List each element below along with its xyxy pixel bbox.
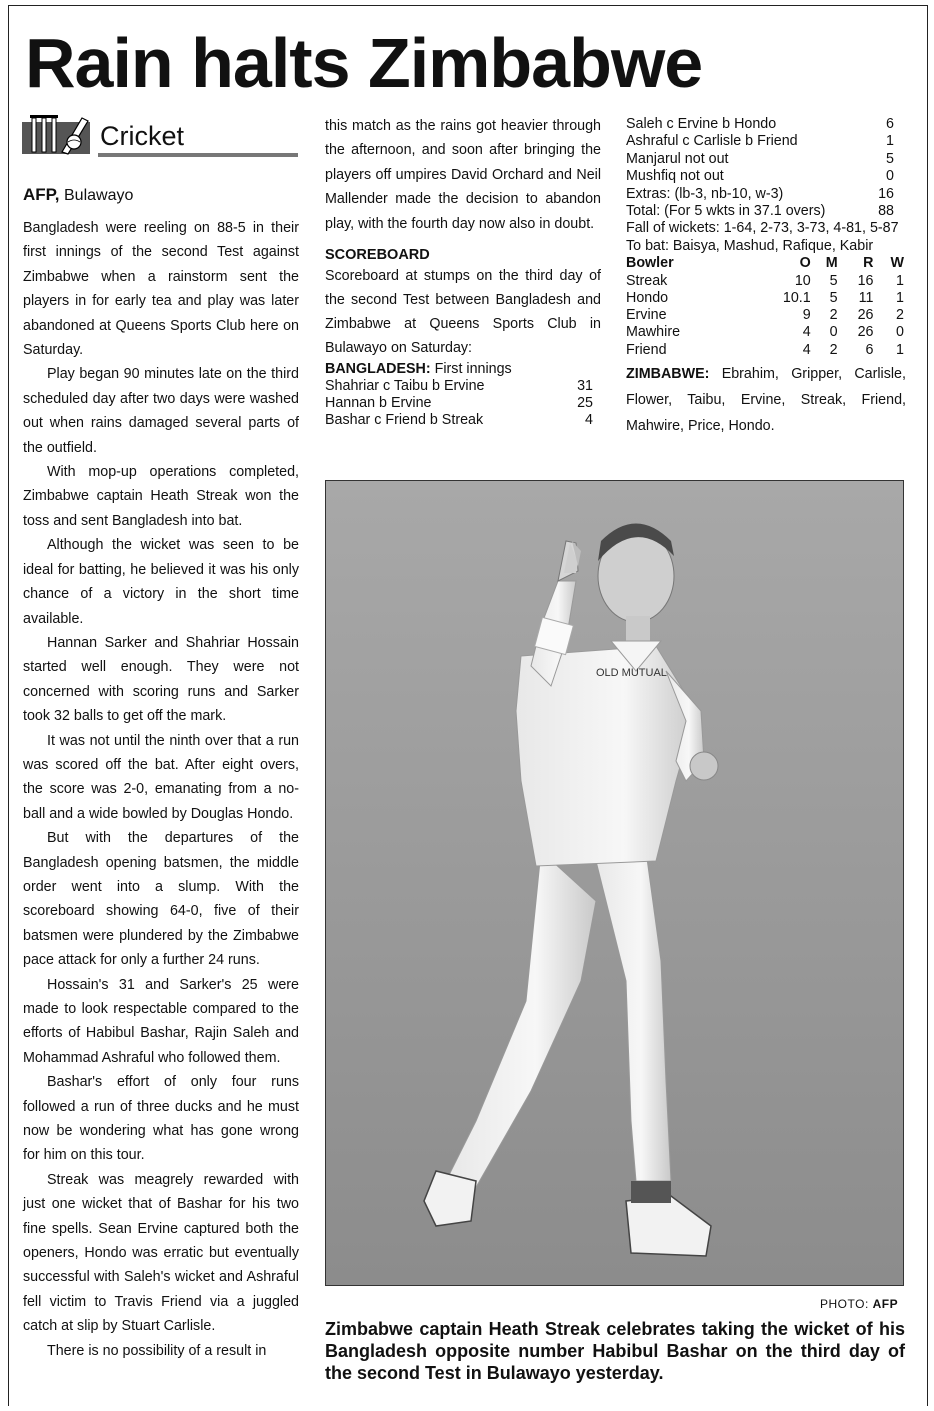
batter-runs: 6 (886, 116, 894, 132)
scoreboard-intro: Scoreboard at stumps on the third day of the second Test between Bangladesh and Zimbabwe at Queens Sports Club in Bulawayo on Saturday: (325, 268, 601, 357)
bowling-row (626, 290, 904, 307)
innings-label: First innings (434, 361, 512, 378)
article-paragraph: Hannan Sarker and Shahriar Hossain started well enough. They were not concerned with scoring runs and Sarker took 32 balls to get off the mark. (23, 634, 299, 725)
bowler-maidens: 0 (829, 324, 838, 341)
bowler-runs: 11 (858, 289, 874, 306)
batting-row (325, 412, 601, 429)
batter-name: Manjarul not out (626, 150, 729, 167)
batting-row (626, 133, 906, 150)
article-paragraph: Although the wicket was seen to be ideal for batting, he believed it was his only chance of a victory in the short time available. (23, 537, 299, 627)
bowler-wickets: 1 (896, 272, 904, 289)
innings-heading (325, 360, 601, 378)
bowler-name: Mawhire (626, 324, 681, 341)
extras-label: Extras: (lb-3, nb-10, w-3) (626, 185, 784, 202)
article-paragraph: But with the departures of the Bangladesh opening batsmen, the middle order went into a slump. With the scoreboard showing 64-0, five of their batsmen were plundered by the Zimbabwe pace attack for only a further 24 runs. (23, 830, 299, 969)
bowler-runs: 26 (857, 307, 874, 324)
zimbabwe-squad (626, 361, 906, 439)
batter-runs: 0 (886, 168, 894, 185)
news-photo (325, 480, 904, 1286)
bowler-overs: 10 (794, 272, 811, 289)
bowler-maidens: 2 (829, 307, 838, 324)
bowler-runs: 26 (857, 324, 874, 341)
article-paragraph: Streak was meagrely rewarded with just one wicket that of Bashar for his two fine spells. Sean Ervine captured both the openers, Hondo was erratic but eventually successful with Saleh's wicket and Ashraful fell victim to Travis Friend via a juggled catch at slip by Stuart Carlisle. (23, 1171, 299, 1335)
batter-name: Hannan b Ervine (325, 395, 432, 412)
extras-row (626, 186, 906, 203)
batting-row (626, 151, 906, 168)
article-paragraph: There is no possibility of a result in (47, 1342, 267, 1359)
total-value: 88 (878, 203, 894, 220)
total-label: Total: (For 5 wkts in 37.1 overs) (626, 203, 826, 220)
batting-row (626, 168, 906, 185)
section-logo (22, 112, 300, 160)
bowling-header: Bowler (626, 255, 674, 272)
bowler-maidens: 5 (829, 272, 838, 289)
photo-credit-label: PHOTO: (820, 1297, 869, 1311)
scoreboard-heading: SCOREBOARD (325, 247, 430, 264)
bowler-wickets: 1 (896, 289, 904, 306)
bowler-runs: 6 (865, 341, 874, 358)
section-label: Cricket (100, 121, 185, 151)
extras-value: 16 (878, 185, 894, 202)
article-paragraph: With mop-up operations completed, Zimbabwe captain Heath Streak won the toss and sent Bangladesh into bat. (23, 464, 299, 529)
bowling-header: O (799, 255, 811, 272)
bowler-wickets: 2 (896, 307, 904, 324)
innings-team: BANGLADESH: (325, 361, 431, 378)
batter-runs: 5 (886, 150, 894, 167)
batting-row (325, 395, 601, 412)
bowler-name: Hondo (626, 289, 669, 306)
bowling-header: M (825, 255, 838, 272)
batter-name: Bashar c Friend b Streak (325, 412, 484, 429)
bowling-header: R (863, 255, 874, 272)
photo-credit-source: AFP (872, 1297, 899, 1311)
bowler-name: Ervine (626, 307, 667, 324)
bowling-header: W (890, 255, 904, 272)
byline-agency: AFP, (23, 185, 60, 204)
bowling-row (626, 307, 904, 324)
bowler-name: Streak (626, 272, 668, 289)
bowler-maidens: 5 (829, 289, 838, 306)
batter-runs: 4 (585, 412, 593, 429)
article-column-1 (23, 216, 299, 1363)
zimbabwe-players: Ebrahim, Gripper, Carlisle, Flower, Taibu, Ervine, Streak, Friend, Mahwire, Price, Hondo. (626, 366, 906, 435)
bowler-maidens: 2 (829, 341, 838, 358)
fall-of-wickets: Fall of wickets: 1-64, 2-73, 3-73, 4-81, 5-87 (626, 220, 899, 237)
batter-name: Shahriar c Taibu b Ervine (325, 378, 485, 395)
zimbabwe-team: ZIMBABWE: (626, 366, 710, 383)
bowling-row (626, 324, 904, 341)
bowler-wickets: 1 (896, 341, 904, 358)
batter-runs: 31 (577, 378, 593, 395)
byline (23, 183, 133, 208)
section-rule (98, 153, 298, 157)
cricket-section-icon (22, 112, 94, 156)
shirt-logo: OLD MUTUAL (596, 667, 667, 679)
bowler-overs: 10.1 (782, 289, 811, 306)
article-paragraph: It was not until the ninth over that a run was scored off the bat. After eight overs, the score was 2-0, emanating from a no-ball and a wide bowled by Douglas Hondo. (23, 732, 299, 822)
article-column-2 (325, 114, 601, 429)
bowler-name: Friend (626, 341, 667, 358)
batter-runs: 1 (886, 133, 894, 150)
headline: Rain halts Zimbabwe (25, 24, 703, 102)
bowler-overs: 4 (802, 324, 811, 341)
photo-caption: Zimbabwe captain Heath Streak celebrates taking the wicket of his Bangladesh opposite number Habibul Bashar on the third day of the second Test in Bulawayo yesterday. (325, 1319, 905, 1383)
cricketer-illustration (326, 481, 903, 1285)
batting-row (626, 116, 906, 133)
to-bat: To bat: Baisya, Mashud, Rafique, Kabir (626, 237, 874, 254)
total-row (626, 203, 906, 220)
article-paragraph: Play began 90 minutes late on the third scheduled day after two days were washed out when rains damaged several parts of the outfield. (23, 366, 299, 456)
bowling-row (626, 342, 904, 359)
article-paragraph: Bangladesh were reeling on 88-5 in their first innings of the second Test against Zimbabwe when a rainstorm sent the players in for early tea and play was later abandoned at Queens Sports Club here on Saturday. (23, 220, 299, 359)
bowler-overs: 4 (802, 341, 811, 358)
byline-place: Bulawayo (64, 187, 134, 204)
batter-name: Ashraful c Carlisle b Friend (626, 133, 798, 150)
batter-name: Mushfiq not out (626, 168, 724, 185)
bowler-wickets: 0 (896, 324, 904, 341)
batting-row (325, 378, 601, 395)
batter-name: Saleh c Ervine b Hondo (626, 116, 777, 132)
photo-credit (820, 1297, 898, 1311)
article-paragraph: Bashar's effort of only four runs followed a run of three ducks and he must now be wondering what has gone wrong for him on this tour. (23, 1074, 299, 1164)
bowling-row (626, 273, 904, 290)
batter-runs: 25 (577, 395, 593, 412)
bowling-table (626, 255, 904, 359)
bowler-overs: 9 (802, 307, 811, 324)
article-paragraph: Hossain's 31 and Sarker's 25 were made to look respectable compared to the efforts of Habibul Bashar, Rajin Saleh and Mohammad Ashraful who followed them. (23, 976, 299, 1066)
article-paragraph-continued: this match as the rains got heavier through the afternoon, and soon after bringing the players off umpires David Orchard and Neil Mallender made the decision to abandon play, with the fourth day now also in doubt. (325, 118, 601, 232)
bowling-header-row (626, 255, 904, 272)
scoreboard-column (626, 116, 906, 439)
bowler-runs: 16 (857, 272, 874, 289)
